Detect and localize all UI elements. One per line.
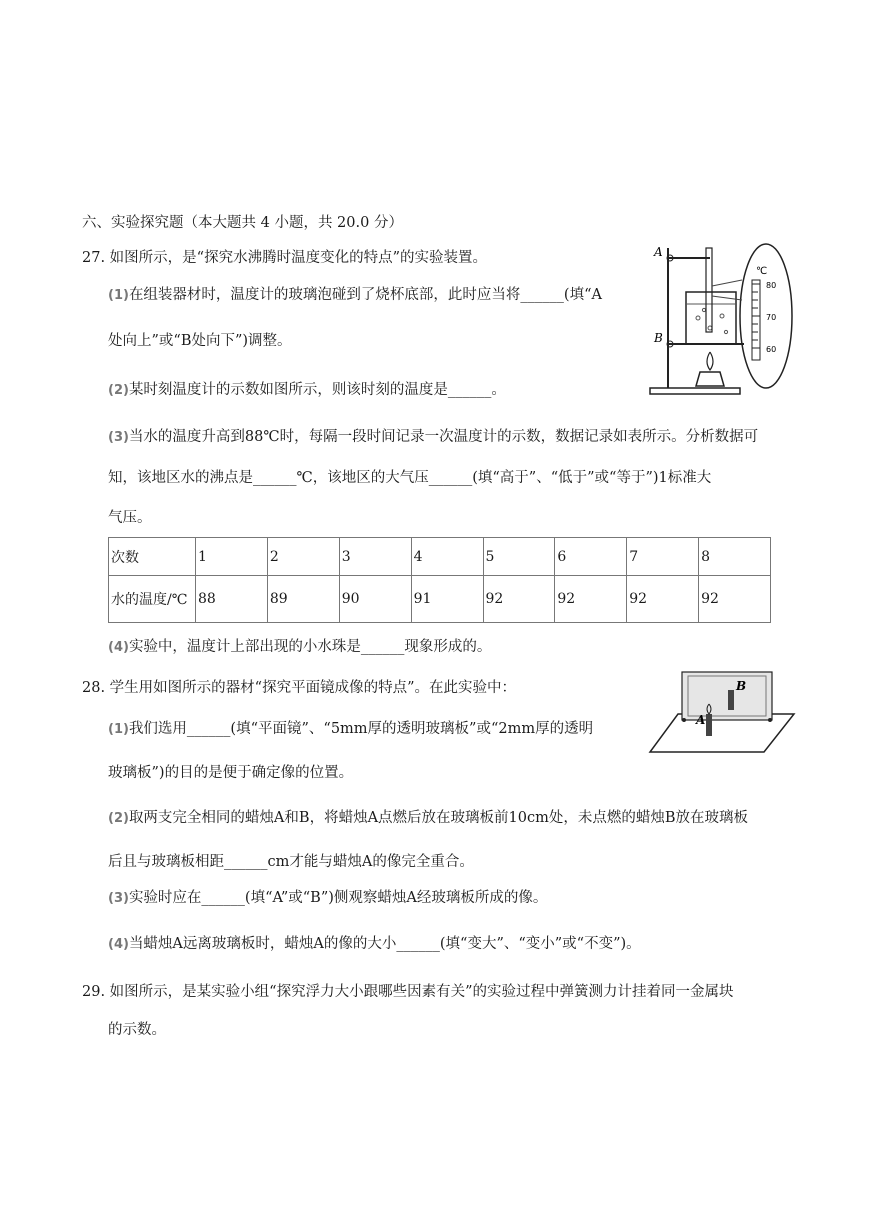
q28-p2-cont: 后且与玻璃板相距______cm才能与蜡烛A的像完全重合。 bbox=[108, 854, 474, 870]
table-cell: 92 bbox=[483, 576, 555, 623]
table-cell: 90 bbox=[339, 576, 411, 623]
q28-p2-text-a: 取两支完全相同的蜡烛A和B，将蜡烛A点燃后放在玻璃板前10cm处，未点燃的蜡烛B放在玻璃板 bbox=[128, 810, 749, 826]
q29-stem: 29. 如图所示，是某实验小组“探究浮力大小跟哪些因素有关”的实验过程中弹簧测力计挂着同一金属块 bbox=[82, 984, 734, 1000]
table-cell: 5 bbox=[483, 538, 555, 576]
table-cell: 3 bbox=[339, 538, 411, 576]
part-number: (3) bbox=[108, 430, 129, 445]
q27-p1-cont: 处向上”或“B处向下”)调整。 bbox=[108, 333, 292, 349]
q27-p3-cont2: 气压。 bbox=[108, 510, 152, 526]
table-cell: 6 bbox=[555, 538, 627, 576]
table-cell: 92 bbox=[627, 576, 699, 623]
table-cell: 92 bbox=[699, 576, 771, 623]
q28-stem: 28. 学生用如图所示的器材“探究平面镜成像的特点”。在此实验中： bbox=[82, 680, 516, 696]
part-number: (1) bbox=[108, 288, 129, 303]
q27-p2-text: 某时刻温度计的示数如图所示，则该时刻的温度是______。 bbox=[128, 382, 506, 398]
q27-p3-cont: 知，该地区水的沸点是______℃，该地区的大气压______(填“高于”、“低于”或“等于”)1标准大 bbox=[108, 470, 712, 486]
part-number: (1) bbox=[108, 722, 129, 737]
q28-p3 bbox=[108, 888, 547, 909]
temperature-table bbox=[108, 537, 771, 623]
table-cell: 91 bbox=[411, 576, 483, 623]
table-header-row bbox=[109, 538, 771, 576]
q28-p3-text: 实验时应在______(填“A”或“B”)侧观察蜡烛A经玻璃板所成的像。 bbox=[128, 890, 548, 906]
q28-p4-text: 当蜡烛A远离玻璃板时，蜡烛A的像的大小______(填“变大”、“变小”或“不变”)。 bbox=[128, 936, 641, 952]
q27-p4-text: 实验中，温度计上部出现的小水珠是______现象形成的。 bbox=[128, 639, 492, 655]
part-number: (4) bbox=[108, 640, 129, 655]
q27-p3 bbox=[108, 427, 758, 448]
q27-p4 bbox=[108, 637, 491, 658]
q28-p4 bbox=[108, 934, 641, 955]
label-b: B bbox=[654, 331, 663, 345]
q27-p1 bbox=[108, 285, 602, 306]
part-number: (3) bbox=[108, 891, 129, 906]
q27-p2 bbox=[108, 380, 506, 401]
q29-stem-cont: 的示数。 bbox=[108, 1022, 166, 1038]
q27-stem: 27. 如图所示，是“探究水沸腾时温度变化的特点”的实验装置。 bbox=[82, 250, 487, 266]
q28-p1-cont: 玻璃板”)的目的是便于确定像的位置。 bbox=[108, 765, 354, 781]
part-number: (4) bbox=[108, 937, 129, 952]
plane-mirror-figure bbox=[648, 668, 798, 754]
table-cell: 89 bbox=[267, 576, 339, 623]
table-cell: 1 bbox=[196, 538, 268, 576]
tick-80: 80 bbox=[766, 281, 777, 290]
unit-label: ℃ bbox=[756, 266, 768, 277]
label-a: A bbox=[654, 245, 663, 259]
table-cell: 7 bbox=[627, 538, 699, 576]
q27-p1-text-a: 在组装器材时，温度计的玻璃泡碰到了烧杯底部，此时应当将______(填“A bbox=[128, 287, 602, 303]
table-cell: 4 bbox=[411, 538, 483, 576]
table-cell: 次数 bbox=[109, 538, 196, 576]
table-cell: 水的温度/℃ bbox=[109, 576, 196, 623]
table-cell: 8 bbox=[699, 538, 771, 576]
boiling-apparatus-figure bbox=[648, 240, 796, 400]
q27-p3-text-a: 当水的温度升高到88℃时，每隔一段时间记录一次温度计的示数，数据记录如表所示。分析数据可 bbox=[128, 429, 759, 445]
candle-a-label: A bbox=[696, 713, 706, 727]
table-cell: 88 bbox=[196, 576, 268, 623]
part-number: (2) bbox=[108, 811, 129, 826]
q28-p2 bbox=[108, 808, 748, 829]
candle-b-label: B bbox=[736, 679, 747, 693]
table-cell: 2 bbox=[267, 538, 339, 576]
tick-70: 70 bbox=[766, 313, 777, 322]
part-number: (2) bbox=[108, 383, 129, 398]
tick-60: 60 bbox=[766, 345, 777, 354]
q28-p1-text-a: 我们选用______(填“平面镜”、“5mm厚的透明玻璃板”或“2mm厚的透明 bbox=[128, 721, 594, 737]
section-title: 六、实验探究题（本大题共 4 小题，共 20.0 分） bbox=[82, 215, 403, 231]
q28-p1 bbox=[108, 719, 593, 740]
table-row bbox=[109, 576, 771, 623]
table-cell: 92 bbox=[555, 576, 627, 623]
